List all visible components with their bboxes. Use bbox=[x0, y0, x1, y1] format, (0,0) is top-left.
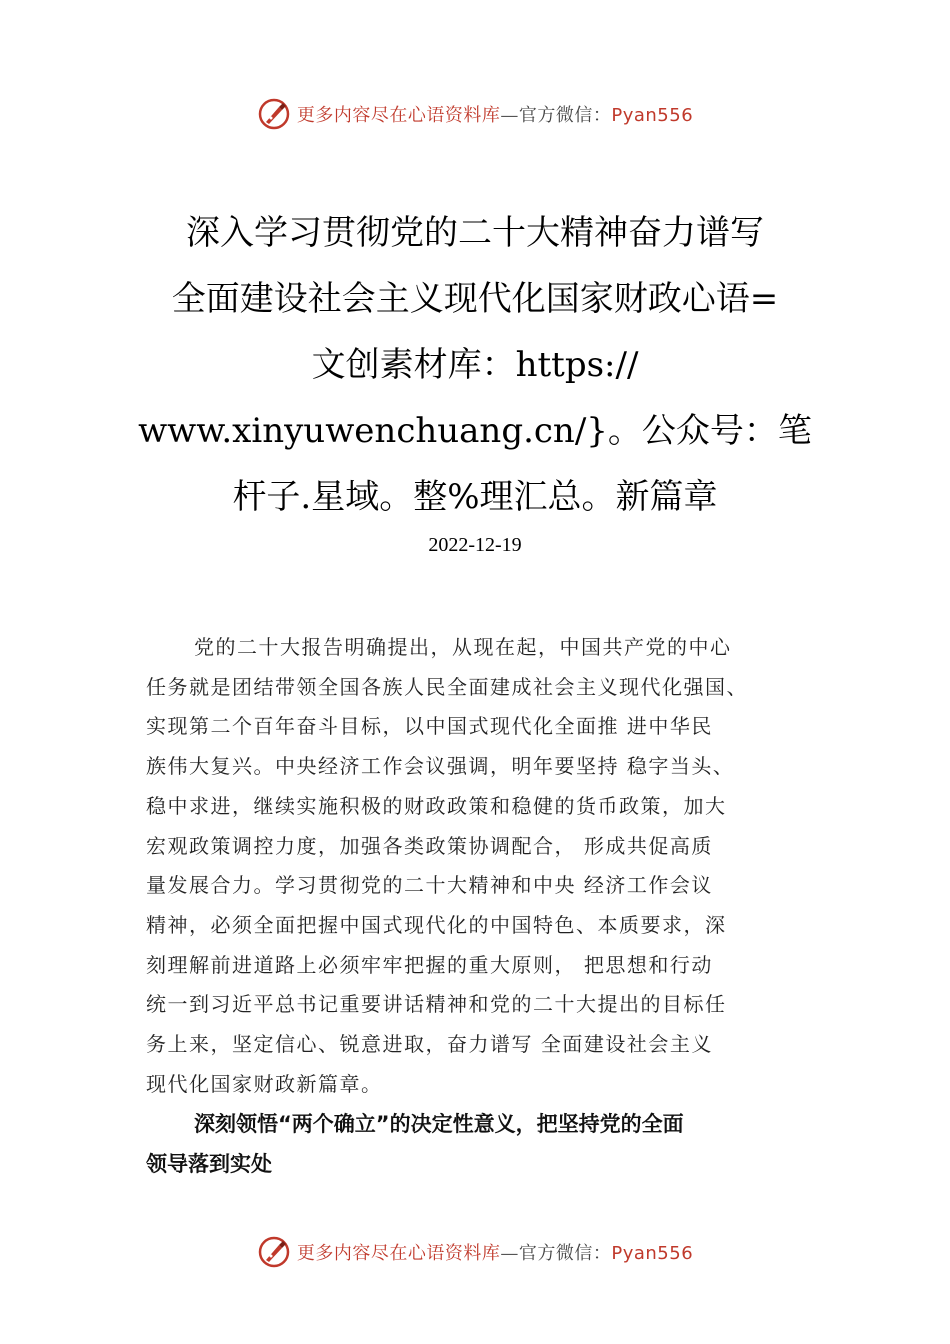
header-banner bbox=[0, 94, 950, 134]
body-line: 党的二十大报告明确提出，从现在起，中国共产党的中心 bbox=[194, 635, 732, 659]
body-line: 实现第二个百年奋斗目标，以中国式现代化全面推 进中华民 bbox=[146, 714, 713, 739]
body-line: 现代化国家财政新篇章。 bbox=[146, 1071, 383, 1096]
banner-dash: — bbox=[500, 1243, 519, 1264]
body-line: 统一到习近平总书记重要讲话精神和党的二十大提出的目标任 bbox=[146, 992, 727, 1017]
heading-line: 领导落到实处 bbox=[146, 1152, 272, 1176]
body-line: 刻理解前进道路上必须牢牢把握的重大原则， 把思想和行动 bbox=[146, 952, 713, 977]
banner-text bbox=[297, 1239, 693, 1265]
banner-slogan: 更多内容尽在心语资料库 bbox=[296, 105, 501, 126]
document-title bbox=[0, 200, 950, 530]
body-line: 族伟大复兴。中央经济工作会议强调，明年要坚持 稳字当头、 bbox=[146, 754, 735, 779]
banner-text bbox=[297, 101, 693, 127]
title-line: 深入学习贯彻党的二十大精神奋力谱写 bbox=[186, 213, 764, 253]
section-heading bbox=[146, 1104, 836, 1184]
body-line: 量发展合力。学习贯彻党的二十大精神和中央 经济工作会议 bbox=[146, 873, 713, 898]
body-line: 稳中求进，继续实施积极的财政政策和稳健的货币政策，加大 bbox=[146, 793, 727, 818]
body-line: 任务就是团结带领全国各族人民全面建成社会主义现代化强国、 bbox=[146, 674, 748, 699]
pen-nib-logo-icon bbox=[257, 97, 291, 131]
document-date: 2022-12-19 bbox=[428, 534, 522, 556]
banner-wechat-id: Pyan556 bbox=[611, 105, 694, 126]
banner-official-label: 官方微信： bbox=[518, 1243, 612, 1264]
pen-nib-logo-icon bbox=[257, 1235, 291, 1269]
body-line: 精神，必须全面把握中国式现代化的中国特色、本质要求，深 bbox=[146, 912, 727, 937]
body-line: 务上来，坚定信心、锐意进取，奋力谱写 全面建设社会主义 bbox=[146, 1032, 713, 1057]
title-line: 全面建设社会主义现代化国家财政心语= bbox=[171, 279, 779, 319]
banner-slogan: 更多内容尽在心语资料库 bbox=[296, 1243, 501, 1264]
title-line: 杆子.星域。整%理汇总。新篇章 bbox=[232, 477, 718, 517]
banner-wechat-id: Pyan556 bbox=[611, 1243, 694, 1264]
heading-line: 深刻领悟“两个确立”的决定性意义，把坚持党的全面 bbox=[194, 1112, 684, 1136]
body-paragraph bbox=[146, 628, 836, 1104]
banner-dash: — bbox=[500, 105, 519, 126]
body-line: 宏观政策调控力度，加强各类政策协调配合， 形成共促高质 bbox=[146, 833, 713, 858]
footer-banner bbox=[0, 1232, 950, 1272]
title-line: 文创素材库：https:// bbox=[311, 345, 639, 385]
banner-official-label: 官方微信： bbox=[518, 105, 612, 126]
title-line: www.xinyuwenchuang.cn/}。公众号：笔 bbox=[138, 411, 812, 451]
